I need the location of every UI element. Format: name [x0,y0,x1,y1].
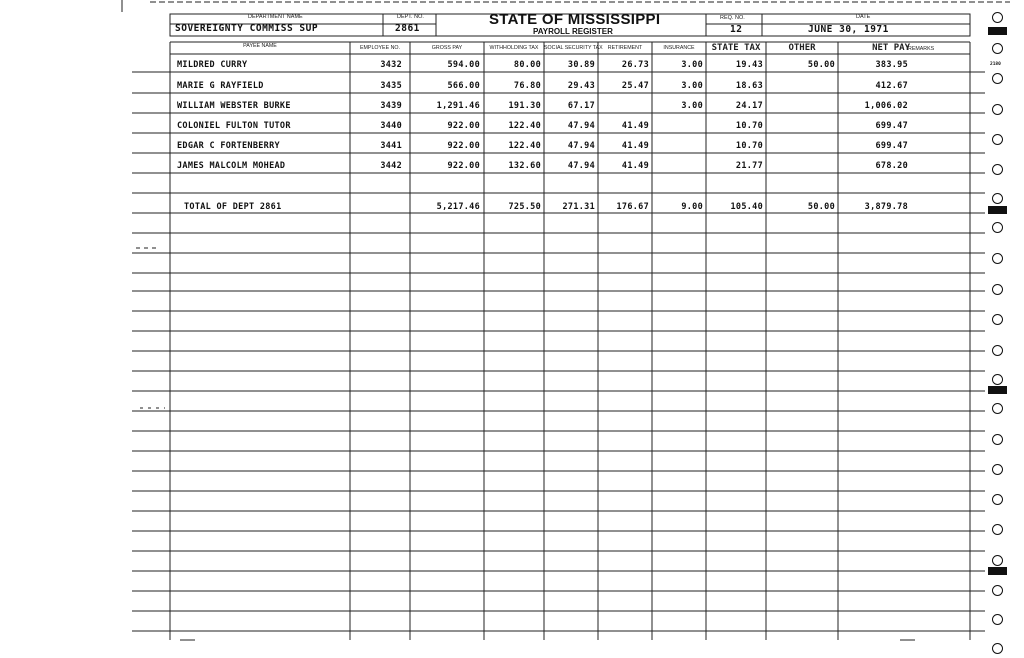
state-tax-cell: 21.77 [735,161,763,171]
payee-name-cell: WILLIAM WEBSTER BURKE [177,101,291,111]
sprocket-hole [992,643,1003,654]
gross-pay-cell: 922.00 [447,161,480,171]
sprocket-hole [992,193,1003,204]
withholding-tax-cell: 80.00 [513,60,541,70]
side-code: 2180 [990,62,1001,67]
social-security-tax-cell: 30.89 [567,60,595,70]
total-label: TOTAL OF DEPT 2861 [184,202,282,212]
withholding-tax-cell: 76.80 [513,81,541,91]
state-tax-cell: 10.70 [735,121,763,131]
sprocket-hole [992,104,1003,115]
net-pay-cell: 383.95 [875,60,908,70]
total-gross: 5,217.46 [436,202,480,212]
sprocket-hole [992,253,1003,264]
net-pay-cell: 699.47 [875,141,908,151]
social-security-tax-cell: 47.94 [567,161,595,171]
employee-no-cell: 3440 [380,121,402,131]
sprocket-hole [992,164,1003,175]
sprocket-hole [992,222,1003,233]
withholding-tax-cell: 122.40 [508,121,541,131]
col-insurance: INSURANCE [663,45,695,51]
withholding-tax-cell: 122.40 [508,141,541,151]
col-payee-name: PAYEE NAME [243,43,277,49]
employee-no-cell: 3432 [380,60,402,70]
form-title: STATE OF MISSISSIPPI [489,11,661,28]
sprocket-hole [992,314,1003,325]
col-retirement: RETIREMENT [607,45,643,51]
col-remarks: REMARKS [908,46,935,52]
other-cell: 50.00 [807,60,835,70]
req-no: 12 [730,24,743,35]
gross-pay-cell: 922.00 [447,121,480,131]
department-name-label: DEPARTMENT NAME [248,14,303,20]
state-tax-cell: 24.17 [735,101,763,111]
sprocket-hole [992,555,1003,566]
retirement-cell: 41.49 [621,161,649,171]
retirement-cell: 26.73 [621,60,649,70]
employee-no-cell: 3442 [380,161,402,171]
withholding-tax-cell: 132.60 [508,161,541,171]
sprocket-hole [992,403,1003,414]
sprocket-hole [992,434,1003,445]
sprocket-hole [992,524,1003,535]
payee-name-cell: MARIE G RAYFIELD [177,81,264,91]
payee-name-cell: MILDRED CURRY [177,60,248,70]
withholding-tax-cell: 191.30 [508,101,541,111]
sprocket-hole [992,73,1003,84]
sprocket-hole [992,134,1003,145]
net-pay-cell: 699.47 [875,121,908,131]
col-employee-no: EMPLOYEE NO. [359,45,401,51]
sprocket-hole [992,284,1003,295]
payee-name-cell: COLONIEL FULTON TUTOR [177,121,291,131]
net-pay-cell: 412.67 [875,81,908,91]
social-security-tax-cell: 47.94 [567,121,595,131]
sprocket-hole [992,345,1003,356]
state-tax-cell: 18.63 [735,81,763,91]
gross-pay-cell: 922.00 [447,141,480,151]
retirement-cell: 41.49 [621,121,649,131]
social-security-tax-cell: 47.94 [567,141,595,151]
state-tax-cell: 10.70 [735,141,763,151]
total-insurance: 9.00 [681,202,703,212]
payee-name-cell: JAMES MALCOLM MOHEAD [177,161,286,171]
date-label: DATE [856,14,871,20]
form-date: JUNE 30, 1971 [808,24,889,35]
insurance-cell: 3.00 [681,60,703,70]
insurance-cell: 3.00 [681,81,703,91]
gross-pay-cell: 594.00 [447,60,480,70]
dept-no-label: DEPT. NO. [397,14,424,20]
total-state-tax: 105.40 [730,202,763,212]
total-net-pay: 3,879.78 [864,202,908,212]
col-net-pay: NET PAY [872,43,910,53]
sprocket-hole [992,374,1003,385]
dept-no: 2861 [395,23,420,34]
net-pay-cell: 678.20 [875,161,908,171]
gross-pay-cell: 566.00 [447,81,480,91]
sprocket-hole [992,614,1003,625]
net-pay-cell: 1,006.02 [864,101,908,111]
retirement-cell: 41.49 [621,141,649,151]
col-gross-pay: GROSS PAY [431,45,463,51]
sprocket-hole [992,12,1003,23]
sprocket-hole [992,43,1003,54]
total-retirement: 176.67 [616,202,649,212]
total-social-security: 271.31 [562,202,595,212]
sprocket-hole [992,464,1003,475]
retirement-cell: 25.47 [621,81,649,91]
employee-no-cell: 3435 [380,81,402,91]
gross-pay-cell: 1,291.46 [436,101,480,111]
total-withholding: 725.50 [508,202,541,212]
sprocket-hole [992,585,1003,596]
employee-no-cell: 3439 [380,101,402,111]
col-withholding-tax: WITHHOLDING TAX [489,45,539,51]
employee-no-cell: 3441 [380,141,402,151]
col-social-security-tax: SOCIAL SECURITY TAX [544,45,603,51]
col-state-tax: STATE TAX [711,43,761,53]
state-tax-cell: 19.43 [735,60,763,70]
social-security-tax-cell: 67.17 [567,101,595,111]
sprocket-hole [992,494,1003,505]
insurance-cell: 3.00 [681,101,703,111]
total-other: 50.00 [807,202,835,212]
req-no-label: REQ. NO. [720,15,745,21]
social-security-tax-cell: 29.43 [567,81,595,91]
form-subtitle: PAYROLL REGISTER [533,27,613,36]
col-other: OTHER [788,43,816,53]
payee-name-cell: EDGAR C FORTENBERRY [177,141,280,151]
department-name: SOVEREIGNTY COMMISS SUP [175,23,319,34]
